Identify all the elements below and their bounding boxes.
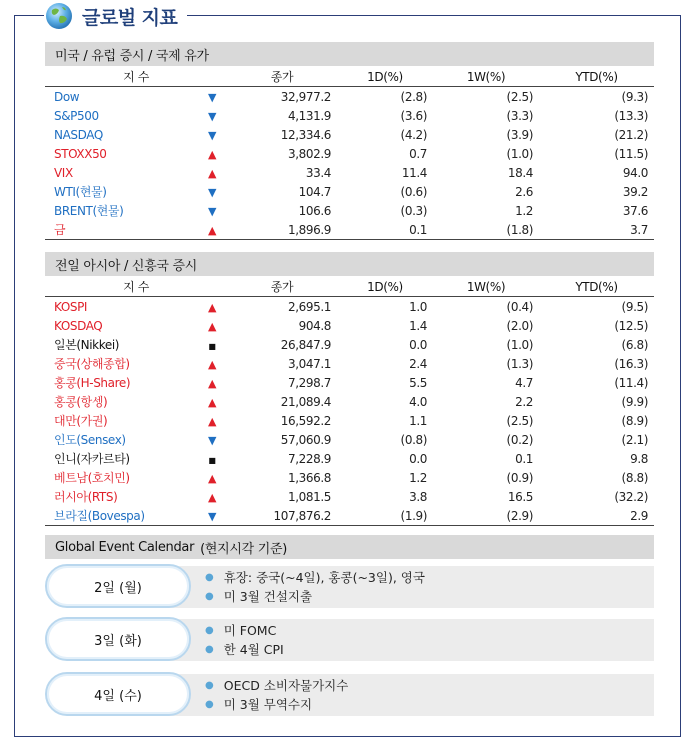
change-1w: (2.5) <box>506 89 533 104</box>
change-1w: (0.4) <box>506 299 533 314</box>
close-value: 16,592.2 <box>280 413 331 428</box>
bullet-icon: ● <box>205 591 214 602</box>
change-ytd: (11.5) <box>614 146 648 161</box>
col-header-close: 종가 <box>227 67 337 87</box>
change-1d: 0.0 <box>409 451 427 466</box>
col-header-1d: 1D(%) <box>337 277 433 297</box>
col-header-index: 지 수 <box>45 67 227 87</box>
down-triangle-icon: ▼ <box>207 509 217 523</box>
col-header-close: 종가 <box>227 277 337 297</box>
change-1w: (0.2) <box>506 432 533 447</box>
table-row <box>45 316 654 335</box>
bullet-icon: ● <box>205 680 214 691</box>
asia-table <box>45 277 654 526</box>
change-ytd: 37.6 <box>622 203 648 218</box>
close-value: 7,228.9 <box>287 451 331 466</box>
index-name: VIX <box>54 165 73 180</box>
down-triangle-icon: ▼ <box>207 90 217 104</box>
change-1w: 1.2 <box>515 203 533 218</box>
index-name: KOSDAQ <box>54 318 103 333</box>
col-header-1w: 1W(%) <box>433 67 539 87</box>
change-1w: (3.9) <box>506 127 533 142</box>
page-title <box>44 0 187 32</box>
close-value: 1,366.8 <box>287 470 331 485</box>
title-text: 글로벌 지표 <box>82 6 178 29</box>
down-triangle-icon: ▼ <box>207 433 217 447</box>
table-row <box>45 487 654 506</box>
calendar-note: (현지시각 기준) <box>200 541 288 557</box>
table-row <box>45 506 654 526</box>
index-name: KOSPI <box>54 299 88 314</box>
asia-section-title: 전일 아시아 / 신흥국 증시 <box>45 252 654 276</box>
col-header-index: 지 수 <box>45 277 227 297</box>
change-1d: 4.0 <box>409 394 427 409</box>
change-1w: 18.4 <box>507 165 533 180</box>
change-ytd: (21.2) <box>614 127 648 142</box>
change-1d: (0.6) <box>400 184 427 199</box>
change-1w: (1.0) <box>506 146 533 161</box>
close-value: 32,977.2 <box>280 89 331 104</box>
index-name: 대만(가권) <box>54 414 108 428</box>
change-ytd: (6.8) <box>621 337 648 352</box>
calendar-day <box>45 619 654 661</box>
index-name: 러시아(RTS) <box>54 490 118 504</box>
change-ytd: (11.4) <box>614 375 648 390</box>
index-name: 중국(상해종합) <box>54 357 130 371</box>
close-value: 1,896.9 <box>227 220 337 240</box>
table-row <box>45 297 654 317</box>
table-row <box>45 125 654 144</box>
calendar-day <box>45 674 654 716</box>
up-triangle-icon: ▲ <box>207 147 217 161</box>
change-ytd: 3.7 <box>539 220 654 240</box>
table-row <box>45 106 654 125</box>
table-row <box>45 144 654 163</box>
change-ytd: (12.5) <box>614 318 648 333</box>
close-value: 21,089.4 <box>280 394 331 409</box>
up-triangle-icon: ▲ <box>207 414 217 428</box>
close-value: 106.6 <box>298 203 331 218</box>
down-triangle-icon: ▼ <box>207 109 217 123</box>
table-row <box>45 392 654 411</box>
us-europe-section-title: 미국 / 유럽 증시 / 국제 유가 <box>45 42 654 66</box>
down-triangle-icon: ▼ <box>207 128 217 142</box>
up-triangle-icon: ▲ <box>207 490 217 504</box>
change-1d: (0.8) <box>400 432 427 447</box>
table-row <box>45 468 654 487</box>
change-1d: (4.2) <box>400 127 427 142</box>
day-pill: 4일 (수) <box>45 672 191 716</box>
change-1d: (0.3) <box>400 203 427 218</box>
event-item: ● 미 FOMC <box>205 623 277 638</box>
change-1d: 2.4 <box>409 356 427 371</box>
change-1d: 1.2 <box>409 470 427 485</box>
event-list <box>205 568 425 606</box>
up-triangle-icon: ▲ <box>207 223 217 237</box>
change-ytd: (8.9) <box>621 413 648 428</box>
index-name: 인도(Sensex) <box>54 433 126 447</box>
bullet-icon: ● <box>205 572 214 583</box>
calendar-day <box>45 566 654 608</box>
change-ytd: (13.3) <box>614 108 648 123</box>
change-1d: (3.6) <box>400 108 427 123</box>
change-ytd: 2.9 <box>539 506 654 526</box>
event-item: ● 미 3월 무역수지 <box>205 697 313 712</box>
square-icon: ■ <box>208 455 216 465</box>
change-ytd: 39.2 <box>622 184 648 199</box>
change-1d: 0.0 <box>409 337 427 352</box>
day-pill: 3일 (화) <box>45 617 191 661</box>
change-1w: (1.3) <box>506 356 533 371</box>
bullet-icon: ● <box>205 644 214 655</box>
close-value: 104.7 <box>298 184 331 199</box>
up-triangle-icon: ▲ <box>207 300 217 314</box>
change-1w: (2.5) <box>506 413 533 428</box>
table-row <box>45 430 654 449</box>
change-1d: 0.7 <box>409 146 427 161</box>
col-header-ytd: YTD(%) <box>539 67 654 87</box>
index-name: NASDAQ <box>54 127 103 142</box>
close-value: 3,047.1 <box>287 356 331 371</box>
square-icon: ■ <box>208 341 216 351</box>
change-1w: 2.6 <box>515 184 533 199</box>
event-item: ● 한 4월 CPI <box>205 642 284 657</box>
close-value: 107,876.2 <box>227 506 337 526</box>
change-1w: (2.9) <box>433 506 539 526</box>
change-1w: (0.9) <box>506 470 533 485</box>
change-ytd: (9.3) <box>621 89 648 104</box>
index-name: 홍콩(H-Share) <box>54 376 131 390</box>
index-name: STOXX50 <box>54 146 107 161</box>
change-ytd: (8.8) <box>621 470 648 485</box>
event-item: ● 휴장: 중국(~4일), 홍콩(~3일), 영국 <box>205 570 425 585</box>
index-name: 브라질(Bovespa) <box>45 506 197 526</box>
day-pill: 2일 (월) <box>45 564 191 608</box>
up-triangle-icon: ▲ <box>207 471 217 485</box>
close-value: 33.4 <box>305 165 331 180</box>
table-row <box>45 335 654 354</box>
close-value: 12,334.6 <box>280 127 331 142</box>
table-row <box>45 373 654 392</box>
close-value: 4,131.9 <box>287 108 331 123</box>
calendar-title: Global Event Calendar <box>55 539 195 555</box>
col-header-ytd: YTD(%) <box>539 277 654 297</box>
change-1w: (1.0) <box>506 337 533 352</box>
change-1d: 11.4 <box>401 165 427 180</box>
close-value: 7,298.7 <box>287 375 331 390</box>
change-1w: 2.2 <box>515 394 533 409</box>
index-name: BRENT(현물) <box>54 204 124 218</box>
table-row <box>45 182 654 201</box>
table-row <box>45 87 654 107</box>
table-row <box>45 354 654 373</box>
col-header-1d: 1D(%) <box>337 67 433 87</box>
change-1d: 1.1 <box>409 413 427 428</box>
change-ytd: (2.1) <box>621 432 648 447</box>
index-name: 베트남(호치민) <box>54 471 130 485</box>
globe-icon <box>44 1 74 31</box>
change-1w: 4.7 <box>515 375 533 390</box>
bullet-icon: ● <box>205 699 214 710</box>
table-row <box>45 220 654 240</box>
calendar-section-title <box>45 535 654 559</box>
col-header-1w: 1W(%) <box>433 277 539 297</box>
change-1d: 5.5 <box>409 375 427 390</box>
change-ytd: 9.8 <box>630 451 648 466</box>
index-name: 홍콩(항셍) <box>54 395 108 409</box>
close-value: 2,695.1 <box>287 299 331 314</box>
up-triangle-icon: ▲ <box>207 357 217 371</box>
change-1d: 1.0 <box>409 299 427 314</box>
index-name: S&P500 <box>54 108 99 123</box>
down-triangle-icon: ▼ <box>207 204 217 218</box>
event-list <box>205 621 284 659</box>
change-1w: 0.1 <box>515 451 533 466</box>
up-triangle-icon: ▲ <box>207 395 217 409</box>
change-1d: (1.9) <box>337 506 433 526</box>
event-item: ● 미 3월 건설지출 <box>205 589 313 604</box>
up-triangle-icon: ▲ <box>207 319 217 333</box>
close-value: 57,060.9 <box>280 432 331 447</box>
change-ytd: (16.3) <box>614 356 648 371</box>
change-1w: (2.0) <box>506 318 533 333</box>
table-header <box>45 277 654 297</box>
up-triangle-icon: ▲ <box>207 376 217 390</box>
index-name: 일본(Nikkei) <box>54 338 120 352</box>
change-ytd: (32.2) <box>614 489 648 504</box>
change-ytd: (9.5) <box>621 299 648 314</box>
index-name: Dow <box>54 89 80 104</box>
up-triangle-icon: ▲ <box>207 166 217 180</box>
index-name: WTI(현물) <box>54 185 107 199</box>
change-ytd: 94.0 <box>622 165 648 180</box>
us-europe-table <box>45 67 654 240</box>
change-1w: (3.3) <box>506 108 533 123</box>
index-name: 금 <box>45 220 197 240</box>
change-1d: 3.8 <box>409 489 427 504</box>
table-row <box>45 201 654 220</box>
down-triangle-icon: ▼ <box>207 185 217 199</box>
close-value: 3,802.9 <box>287 146 331 161</box>
close-value: 1,081.5 <box>287 489 331 504</box>
table-row <box>45 449 654 468</box>
index-name: 인니(자카르타) <box>54 452 130 466</box>
table-row <box>45 163 654 182</box>
table-row <box>45 411 654 430</box>
change-1w: (1.8) <box>433 220 539 240</box>
bullet-icon: ● <box>205 625 214 636</box>
event-item: ● OECD 소비자물가지수 <box>205 678 349 693</box>
change-1d: 1.4 <box>409 318 427 333</box>
table-header <box>45 67 654 87</box>
change-1w: 16.5 <box>507 489 533 504</box>
close-value: 26,847.9 <box>280 337 331 352</box>
event-list <box>205 676 348 714</box>
close-value: 904.8 <box>298 318 331 333</box>
change-ytd: (9.9) <box>621 394 648 409</box>
change-1d: 0.1 <box>337 220 433 240</box>
change-1d: (2.8) <box>400 89 427 104</box>
